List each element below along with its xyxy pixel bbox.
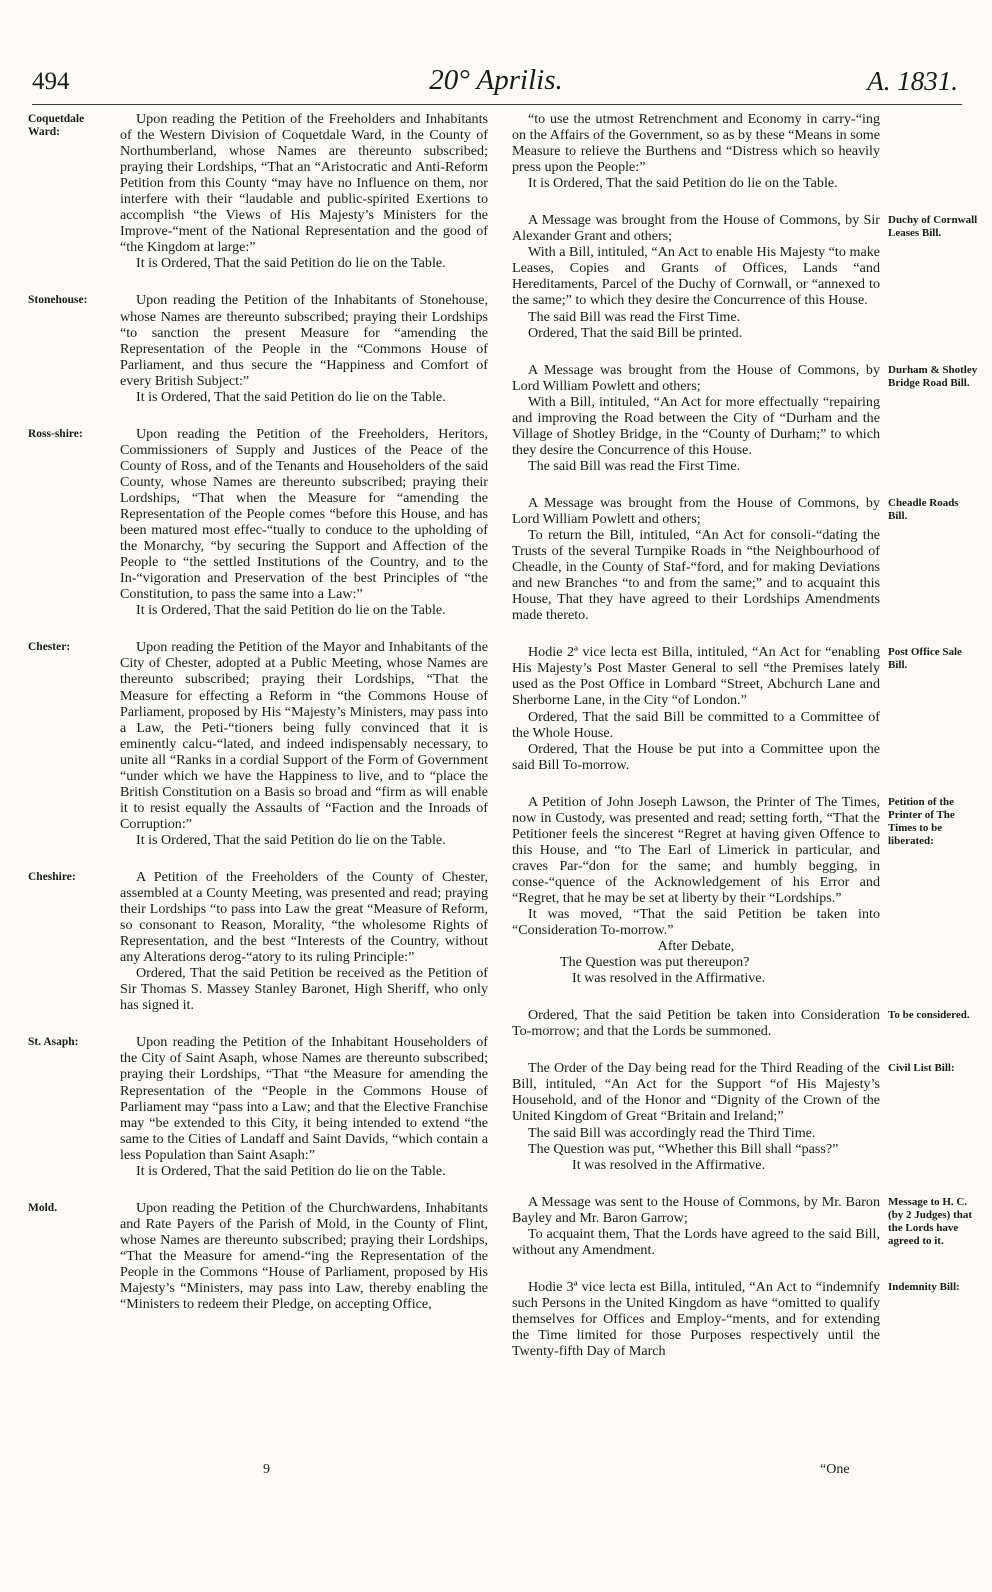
entry-paragraph: The said Bill was read the First Time. (528, 308, 741, 325)
entry-paragraph: Upon reading the Petition of the Inhabitant Householders of the City of Saint Asaph, whose Names are thereunto subscribed; praying their Lordships, “That “the Measure for amending the Representation of the “People in the Commons House of Parliament may “pass into a Law; and that the Elective Franchise may “be extended to this City, it being intended to extend “the same to the Cities of Landaff and Saint Davids, “which contain a less Population than Saint Asaph:” (120, 1034, 488, 1163)
entry-paragraph: Upon reading the Petition of the Inhabitants of Stonehouse, whose Names are thereunto subscribed; praying their Lordships “to sanction the present Measure for “amending the Representation of the People in the “Commons House of Parliament, and thus secure the “Happiness and Comfort of every British Subject:” (120, 292, 488, 389)
journal-entry (512, 794, 880, 987)
entry-paragraph: Ordered, That the said Petition be received as the Petition of Sir Thomas S. Massey Stanley Baronet, High Sheriff, who only has signed it. (120, 965, 488, 1014)
entry-paragraph: A Message was brought from the House of Commons, by Lord William Powlett and others; (512, 361, 880, 394)
journal-entry (512, 1279, 880, 1359)
entry-paragraph: With a Bill, intituled, “An Act for more effectually “repairing and improving the Road between the City of “Durham and the Village of Shotley Bridge, in the “County of Durham;” to which they desire the Concurrence of this House. (512, 393, 880, 458)
journal-entry (512, 1007, 880, 1039)
journal-entry (120, 1034, 488, 1178)
journal-entry (512, 495, 880, 623)
entry-paragraph: It is Ordered, That the said Petition do lie on the Table. (136, 602, 446, 619)
signature-mark: 9 (263, 1462, 270, 1477)
margin-note: Message to H. C. (by 2 Judges) that the Lords have agreed to it. (888, 1196, 973, 1247)
entry-paragraph: A Message was brought from the House of Commons, by Lord William Powlett and others; (512, 494, 880, 527)
entry-paragraph: Ordered, That the said Bill be printed. (528, 324, 743, 341)
journal-entry (512, 111, 880, 191)
entry-paragraph: It was resolved in the Affirmative. (572, 1156, 766, 1173)
entry-paragraph: It is Ordered, That the said Petition do lie on the Table. (136, 1162, 446, 1179)
entry-paragraph: Ordered, That the said Petition be taken into Consideration To-morrow; and that the Lords be summoned. (512, 1007, 880, 1040)
margin-note: Durham & Shotley Bridge Road Bill. (888, 364, 978, 389)
journal-entry (120, 639, 488, 848)
entry-paragraph: The Question was put thereupon? (560, 954, 750, 971)
margin-note: Ross-shire: (28, 428, 83, 440)
entry-paragraph: With a Bill, intituled, “An Act to enable His Majesty “to make Leases, Copies and Grants of Offices, Lands “and Hereditaments, Parcel of the Duchy of Cornwall, or “annexed to the same;” to which they desire the Concurrence of this House. (512, 244, 880, 309)
margin-note: Post Office Sale Bill. (888, 646, 962, 671)
margin-note: Coquetdale Ward: (28, 113, 85, 138)
entry-paragraph: A Message was sent to the House of Commons, by Mr. Baron Bayley and Mr. Baron Garrow; (512, 1193, 880, 1226)
entry-paragraph: Upon reading the Petition of the Mayor and Inhabitants of the City of Chester, adopted at a Public Meeting, whose Names are thereunto subscribed; praying their Lordships, “That the Measure for effecting a Reform in “the Commons House of Parliament, proposed by His “Majesty’s Ministers, may pass into a Law, the Peti-“tioners being fully convinced that it is eminently calcu-“lated, and indeed indispensably necessary, to unite all “Ranks in a cordial Support of the Form of Government “under which we have the Happiness to live, and to “place the British Constitution on a Basis so broad and “firm as will enable it to resist equally the Assaults of “Faction and the Inroads of Corruption:” (120, 639, 488, 832)
margin-note: Mold. (28, 1202, 58, 1214)
page-header (0, 0, 992, 110)
margin-note: To be considered. (888, 1009, 970, 1021)
right-column (512, 111, 880, 1380)
journal-entry (512, 1060, 880, 1172)
margin-note: Indemnity Bill: (888, 1281, 960, 1293)
entry-paragraph: Hodie 2ª vice lecta est Billa, intituled, “An Act for “enabling His Majesty’s Post Master General to sell “the Premises lately used as the Post Office in Lombard “Street, Abchurch Lane and Sherborne Lane, in the City “of London.” (512, 644, 880, 709)
entry-paragraph: Upon reading the Petition of the Churchwardens, Inhabitants and Rate Payers of the Parish of Mold, in the County of Flint, whose Names are thereunto subscribed; praying their Lordships, “That the Measure for amend-“ing the Representation of the People in the Commons “House of Parliament, proposed by His Majesty’s “Ministers, may pass into Law, thereby enabling the “Ministers to redeem their Pledge, on accepting Office, (120, 1199, 488, 1313)
catchword: “One (820, 1462, 850, 1477)
entry-paragraph: A Petition of the Freeholders of the County of Chester, assembled at a County Meeting, was presented and read; praying their Lordships “to pass into Law the great “Measure of Reform, so consonant to Reason, Morality, “the wholesome Rights of Representation, and the best “Interests of the Country, without any Alterations derog-“atory to its ruling Principle:” (120, 868, 488, 966)
margin-note: Stonehouse: (28, 294, 88, 306)
margin-note: Civil List Bill: (888, 1062, 955, 1074)
entry-paragraph: The said Bill was accordingly read the Third Time. (528, 1124, 816, 1141)
page-number: 494 (32, 68, 70, 95)
margin-note: St. Asaph: (28, 1036, 79, 1048)
margin-note: Duchy of Cornwall Leases Bill. (888, 214, 978, 239)
journal-entry (120, 1200, 488, 1312)
page-year: A. 1831. (867, 66, 958, 96)
entry-paragraph: The Question was put, “Whether this Bill shall “pass?” (528, 1140, 839, 1157)
entry-paragraph: Upon reading the Petition of the Freeholders, Heritors, Commissioners of Supply and Justices of the Peace of the County of Ross, and of the Tenants and Householders of the said County, whose Names are thereunto subscribed; praying their Lordships, “That when the Measure for “amending the Representation of the People comes “before this House, and has been matured most effec-“tually to conduce to the upholding of the Monarchy, “by securing the Support and Affection of the People to “the settled Institutions of the Country, and to the In-“vigoration and Preservation of the best Principles of “the Constitution, to pass the same into a Law:” (120, 425, 488, 603)
entry-paragraph: The said Bill was read the First Time. (528, 457, 741, 474)
margin-note: Chester: (28, 641, 71, 653)
entry-paragraph: It is Ordered, That the said Petition do lie on the Table. (136, 388, 446, 405)
entry-paragraph: Hodie 3ª vice lecta est Billa, intituled, “An Act to “indemnify such Persons in the United Kingdom as have “omitted to qualify themselves for Offices and Employ-“ments, and for extending the Time limited for those Purposes respectively until the Twenty-fifth Day of March (512, 1278, 880, 1360)
margin-note: Petition of the Printer of The Times to be liberated: (888, 796, 955, 847)
left-column (120, 111, 488, 1333)
entry-paragraph: To return the Bill, intituled, “An Act for consoli-“dating the Trusts of the several Turnpike Roads in “the Neighbourhood of Cheadle, in the County of Staf-“ford, and for making Deviations and new Branches “to and from the same;” and to acquaint this House, That they have agreed to their Lordships Amendments made thereto. (512, 527, 880, 624)
journal-entry (512, 212, 880, 340)
entry-paragraph: Ordered, That the said Bill be committed to a Committee of the Whole House. (512, 708, 880, 741)
journal-entry (512, 644, 880, 772)
entry-paragraph: It was resolved in the Affirmative. (572, 970, 766, 987)
margin-note: Cheadle Roads Bill. (888, 497, 959, 522)
journal-entry (120, 292, 488, 404)
journal-entry (512, 1194, 880, 1258)
entry-paragraph: Upon reading the Petition of the Freeholders and Inhabitants of the Western Division of Coquetdale Ward, in the County of Northumberland, whose Names are thereunto subscribed; praying their Lordships, “That an “Aristocratic and Anti-Reform Petition from this County “may have no Influence on them, nor interfere with their “laudable and public-spirited Exertions to accomplish “the Views of His Majesty’s Ministers for the Improve-“ment of the National Representation and the good of “the Kingdom at large:” (120, 111, 488, 256)
entry-paragraph: A Petition of John Joseph Lawson, the Printer of The Times, now in Custody, was presented and read; setting forth, “That the Petitioner feels the sincerest “Regret at having given Offence to this House, and “to The Earl of Limerick in particular, and craves Par-“don for the same; and humbly begging, in conse-“quence of the Acknowledgement of his Error and “Regret, that he may be set at liberty by their “Lordships.” (512, 793, 880, 906)
entry-paragraph: It is Ordered, That the said Petition do lie on the Table. (528, 175, 838, 192)
page-date: 20° Aprilis. (429, 64, 563, 96)
entry-paragraph: The Order of the Day being read for the Third Reading of the Bill, intituled, “An Act for the Support “of His Majesty’s Household, and of the Honor and “Dignity of the Crown of the United Kingdom of Great “Britain and Ireland;” (512, 1060, 880, 1125)
entry-paragraph: “to use the utmost Retrenchment and Economy in carry-“ing on the Affairs of the Government, so as by these “Means in some Measure to relieve the Burthens and “Distress which so heavily press upon the People:” (512, 111, 880, 176)
entry-paragraph: It is Ordered, That the said Petition do lie on the Table. (136, 255, 446, 272)
entry-paragraph: Ordered, That the House be put into a Committee upon the said Bill To-morrow. (512, 740, 880, 773)
entry-paragraph: It is Ordered, That the said Petition do lie on the Table. (136, 831, 446, 848)
entry-paragraph: To acquaint them, That the Lords have agreed to the said Bill, without any Amendment. (512, 1225, 880, 1258)
journal-entry (120, 869, 488, 1013)
journal-entry (120, 111, 488, 271)
margin-note: Cheshire: (28, 871, 76, 883)
journal-entry (120, 426, 488, 619)
header-rule (32, 104, 962, 105)
entry-paragraph: It was moved, “That the said Petition be taken into “Consideration To-morrow.” (512, 906, 880, 939)
entry-paragraph: After Debate, (657, 938, 735, 955)
journal-entry (512, 362, 880, 474)
entry-paragraph: A Message was brought from the House of Commons, by Sir Alexander Grant and others; (512, 212, 880, 245)
